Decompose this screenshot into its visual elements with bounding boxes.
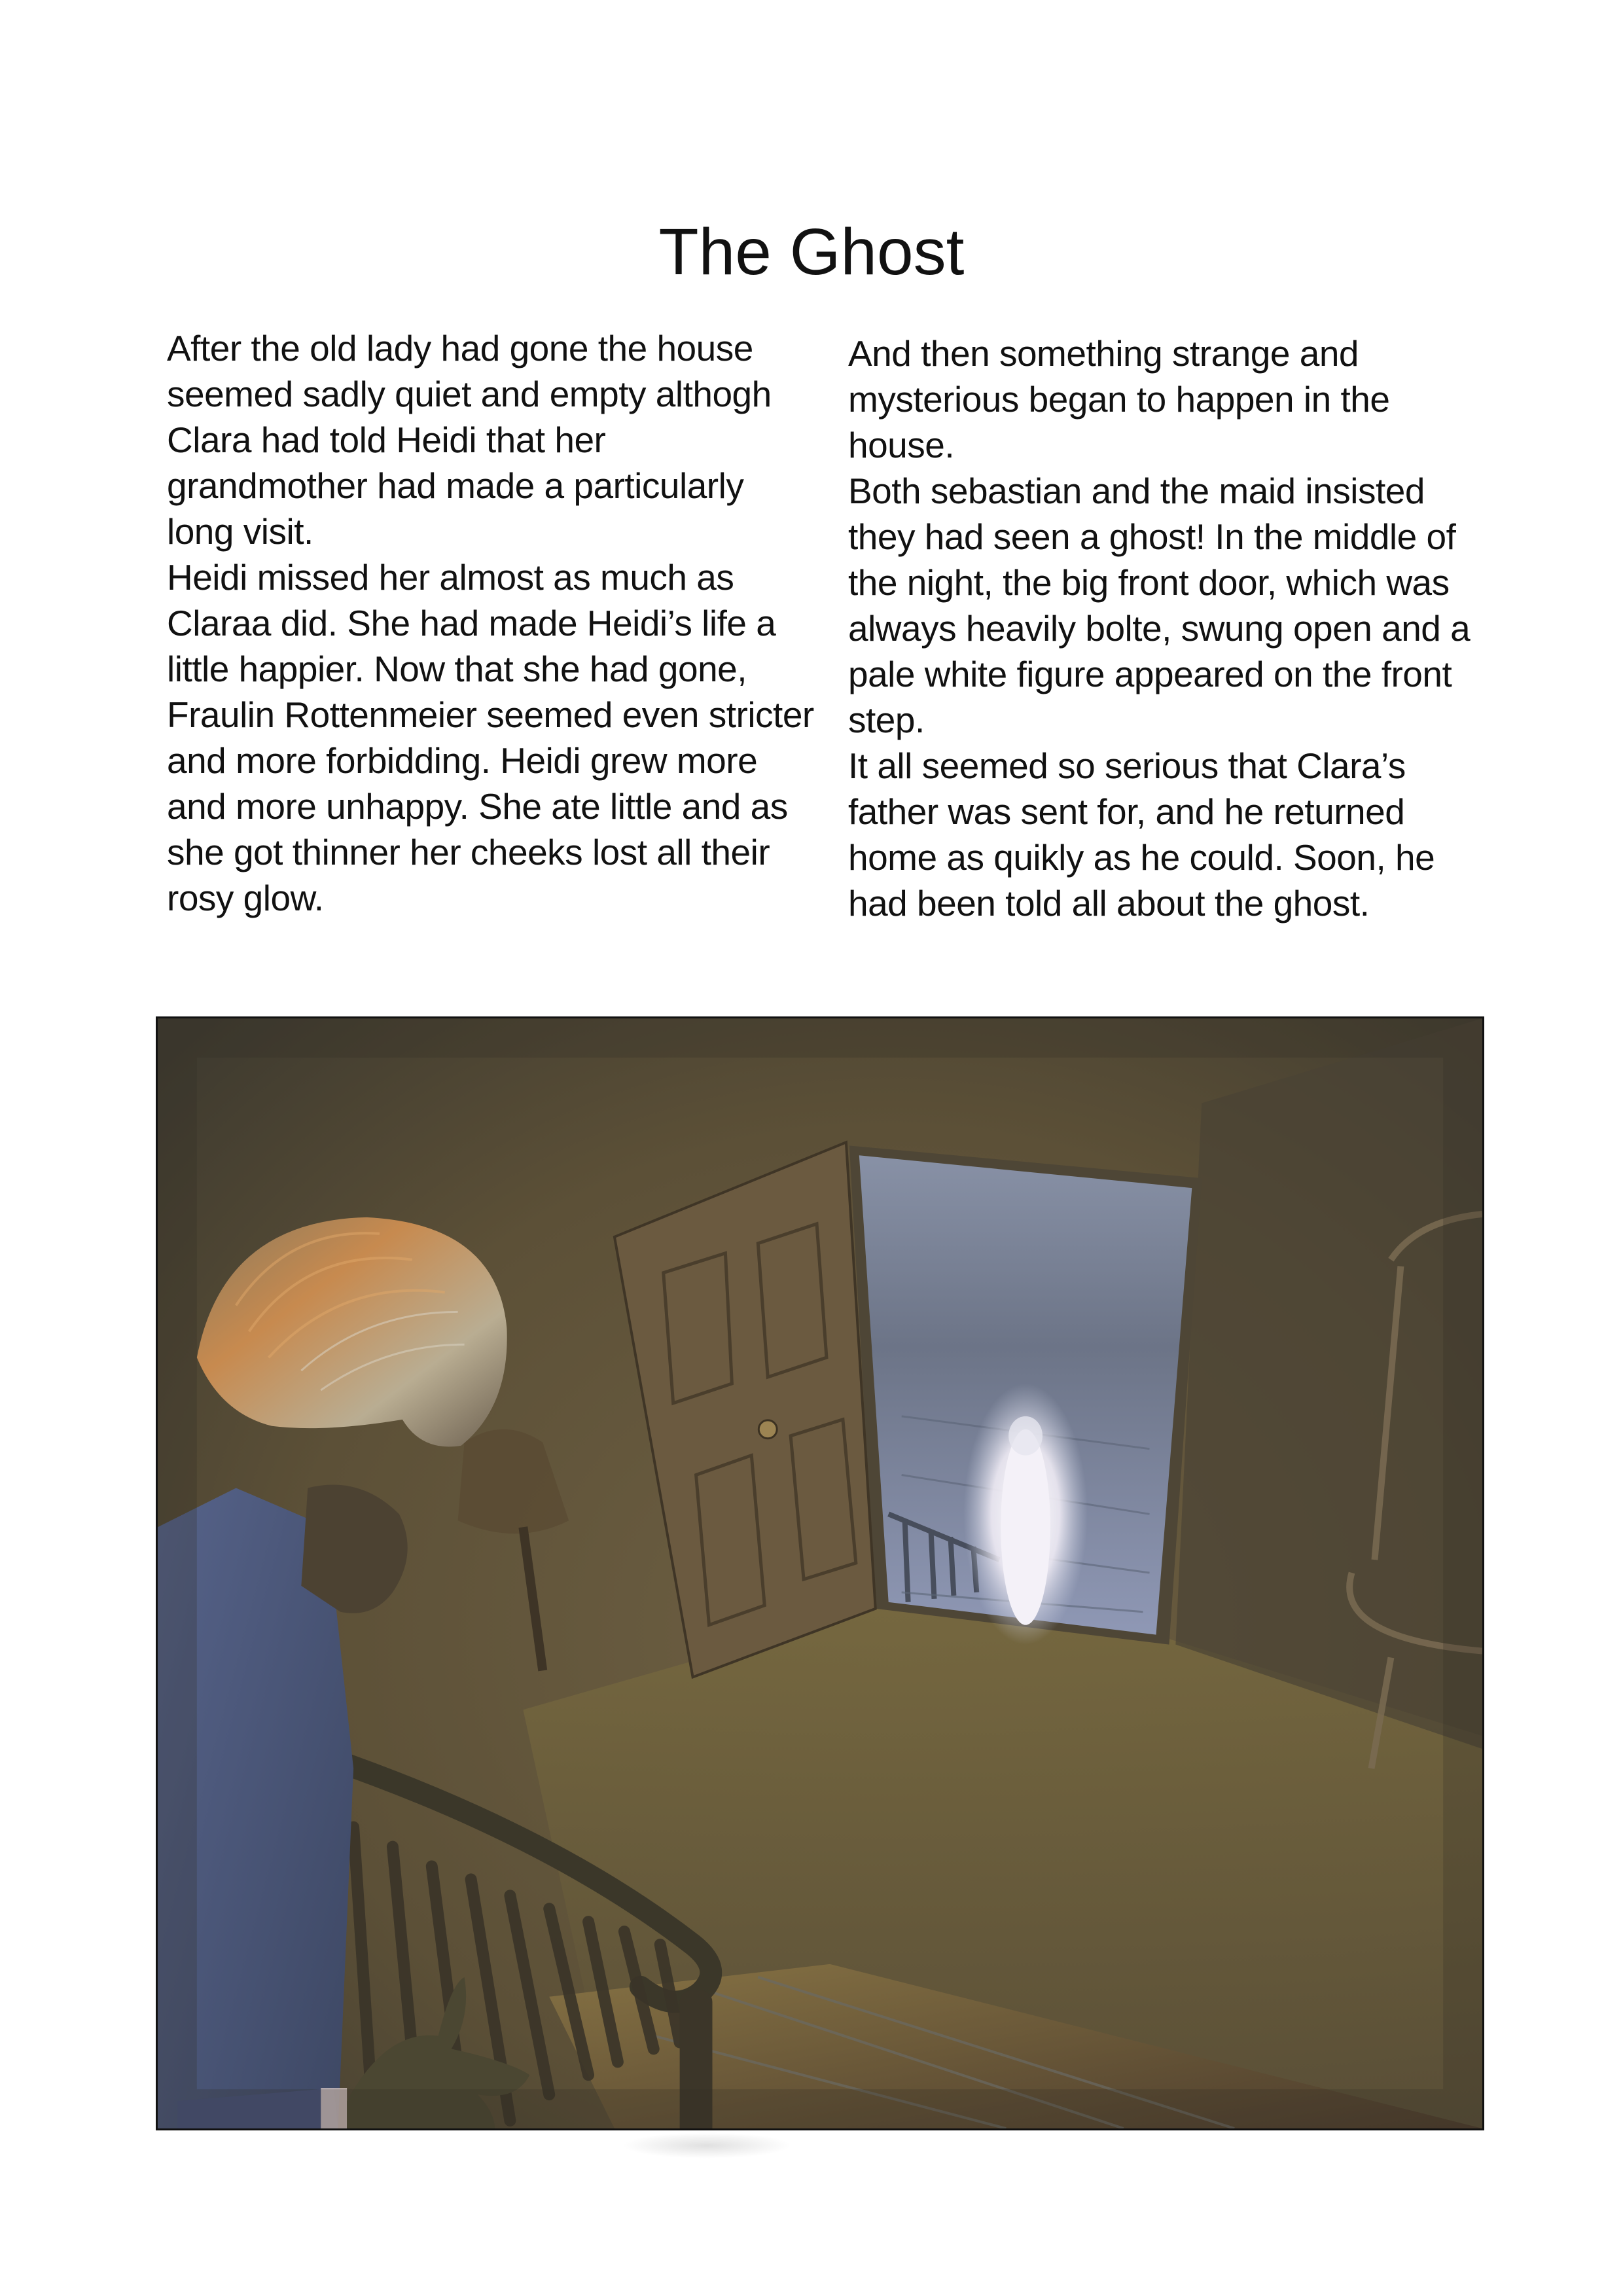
paragraph: It all seemed so serious that Clara’s father was sent for, and he returned home as quikly as he could. Soon, he had been told all about the ghost. — [848, 745, 1435, 924]
story-illustration — [156, 1016, 1484, 2130]
image-shadow — [622, 2132, 792, 2159]
page-title: The Ghost — [658, 215, 965, 289]
story-column-left — [167, 325, 815, 921]
paragraph: After the old lady had gone the house seemed sadly quiet and empty althogh Clara had told Heidi that her grandmother had made a particularly long visit. — [167, 328, 772, 552]
story-column-right — [848, 331, 1496, 926]
paragraph: Both sebastian and the maid insisted they had seen a ghost! In the middle of the night, the big front door, which was always heavily bolte, swung open and a pale white figure appeared on the front step. — [848, 471, 1471, 740]
paragraph: Heidi missed her almost as much as Claraa did. She had made Heidi’s life a little happier. Now that she had gone, Fraulin Rottenmeier seemed even stricter and more forbidding. Heidi grew more and more unhappy. She ate little and as she got thinner her cheeks lost all their rosy glow. — [167, 557, 814, 918]
paragraph: And then something strange and mysterious began to happen in the house. — [848, 333, 1390, 465]
